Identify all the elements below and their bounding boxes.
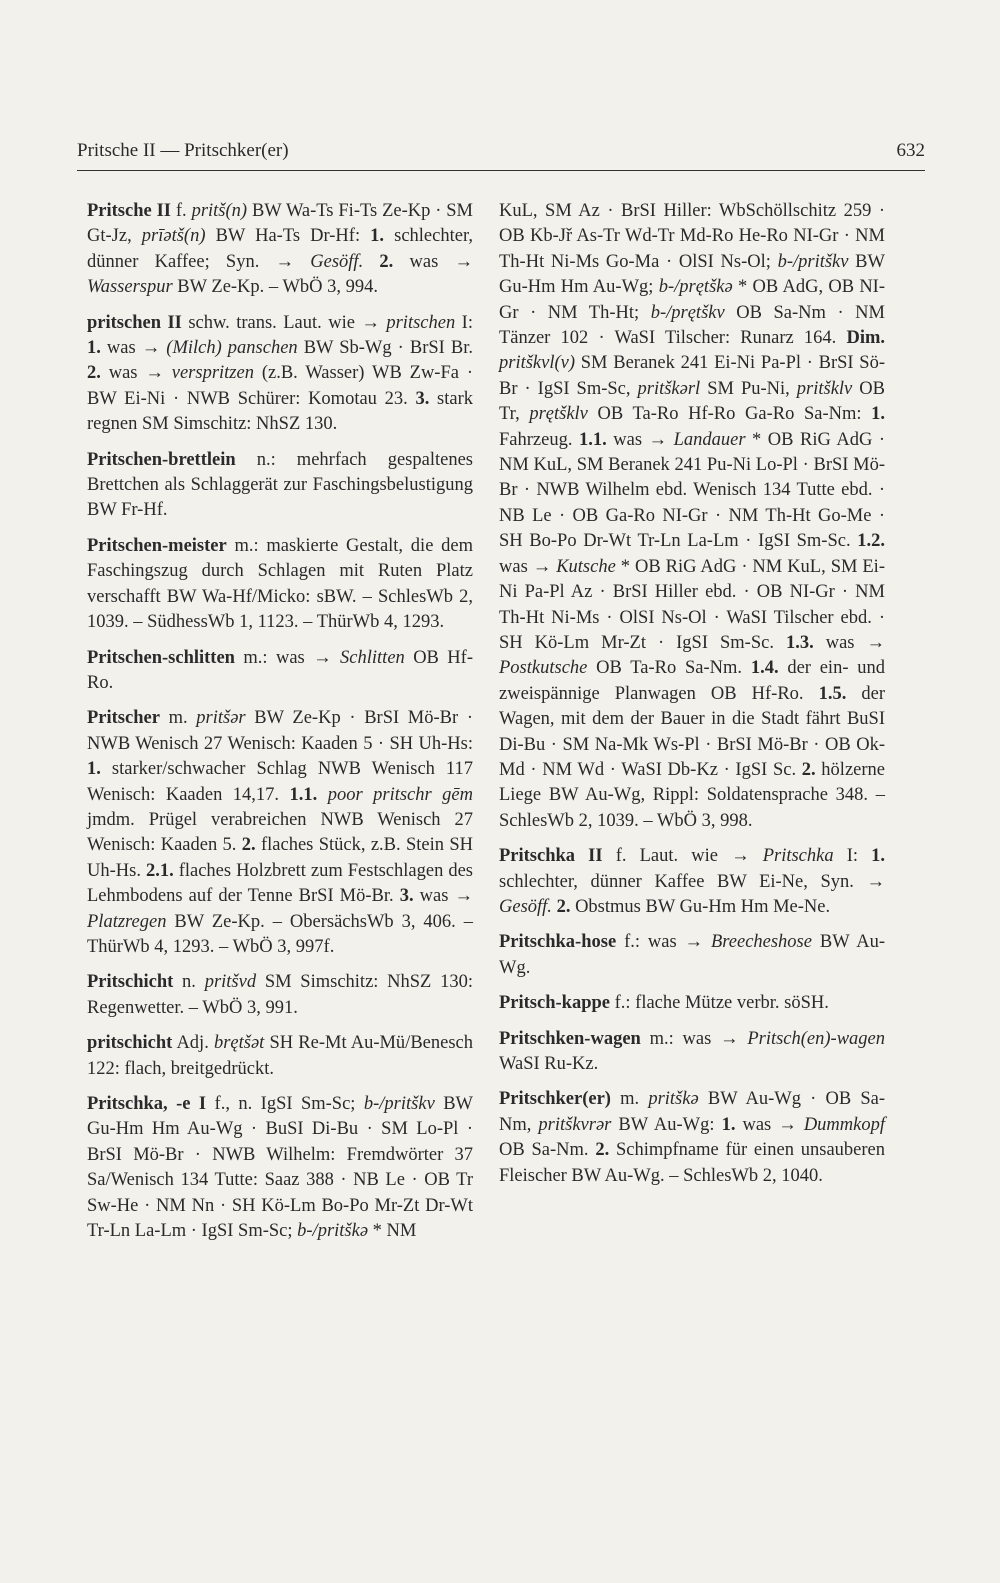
entry-body: n.: mehrfach gespaltenes Brettchen als Schlaggerät zur Faschingsbelustigung BW Fr-Hf. [87, 449, 473, 521]
entry-body: m. pritšər BW Ze-Kp · BrSI Mö-Br · NWB Wenisch 27 Wenisch: Kaaden 5 · SH Uh-Hs: 1. starker/schwacher Schlag NWB Wenisch 117 Wenisch: Kaaden 14,17. 1.1. poor pritschr gēm jmdm. Prügel verabreichen NWB Wenisch 27 Wenisch: Kaaden 5. 2. flaches Stück, z.B. Stein SH Uh-Hs. 2.1. flaches Holzbrett zum Festschlagen des Lehmbodens auf der Tenne BrSI Mö-Br. 3. was → Platzregen BW Ze-Kp. – ObersächsWb 3, 406. – ThürWb 4, 1293. – WbÖ 3, 997f. [87, 708, 473, 957]
running-title: Pritsche II — Pritschker(er) [77, 140, 289, 161]
left-column [87, 199, 473, 1254]
dictionary-entry [87, 706, 473, 960]
dictionary-entry [87, 1092, 473, 1244]
entry-headword: Pritschen-brettlein [87, 449, 236, 470]
dictionary-entry [499, 199, 885, 834]
dictionary-entry [87, 199, 473, 301]
entry-headword: Pritschken-wagen [499, 1028, 641, 1049]
right-column [499, 199, 885, 1199]
entry-headword: Pritschka II [499, 846, 603, 867]
dictionary-entry [499, 844, 885, 920]
entry-body: f. pritš(n) BW Wa-Ts Fi-Ts Ze-Kp · SM Gt-Jz, prīətš(n) BW Ha-Ts Dr-Hf: 1. schlechter, dünner Kaffee; Syn. → Gesöff. 2. was → Wasserspur BW Ze-Kp. – WbÖ 3, 994. [87, 201, 474, 298]
page-number: 632 [896, 140, 925, 161]
dictionary-entry [87, 311, 473, 438]
dictionary-entry [499, 930, 885, 981]
entry-body: schw. trans. Laut. wie → pritschen I: 1. was → (Milch) panschen BW Sb-Wg · BrSI Br. 2. was → verspritzen (z.B. Wasser) WB Zw-Fa · BW Ei-Ni · NWB Schürer: Komotau 23. 3. stark regnen SM Simschitz: NhSZ 130. [87, 312, 473, 435]
entry-body: f., n. IgSI Sm-Sc; b-/pritškv BW Gu-Hm Hm Au-Wg · BuSI Di-Bu · SM Lo-Pl · BrSI Mö-Br · NWB Wilhelm: Fremdwörter 37 Sa/Wenisch 134 Tutte: Saaz 388 · NB Le · OB Tr Sw-He · NM Nn · SH Kö-Lm Bo-Po Mr-Zt Dr-Wt Tr-Ln La-Lm · IgSI Sm-Sc; b-/pritškə * NM [87, 1094, 474, 1242]
entry-body: Adj. brętšət SH Re-Mt Au-Mü/Benesch 122: flach, breitgedrückt. [87, 1033, 473, 1079]
dictionary-entry [499, 1027, 885, 1078]
entry-headword: Pritsch-kappe [499, 993, 610, 1014]
header-rule [77, 170, 925, 171]
dictionary-entry [87, 970, 473, 1021]
dictionary-entry [499, 991, 885, 1016]
page-header [77, 140, 925, 170]
entry-headword: Pritscher [87, 708, 160, 729]
dictionary-entry [87, 1031, 473, 1082]
entry-body: m.: was → Schlitten OB Hf-Ro. [87, 647, 473, 693]
entry-headword: Pritschka, -e I [87, 1094, 207, 1114]
entry-headword: Pritsche II [87, 201, 172, 221]
entry-headword: Pritschicht [87, 972, 174, 993]
dictionary-entry [87, 534, 473, 636]
entry-headword: pritschen II [87, 312, 182, 333]
entry-headword: Pritschka-hose [499, 932, 617, 953]
entry-headword: Pritschker(er) [499, 1089, 611, 1110]
entry-body: n. pritšvd SM Simschitz: NhSZ 130: Regenwetter. – WbÖ 3, 991. [87, 972, 473, 1018]
entry-body: m. pritškə BW Au-Wg · OB Sa-Nm, pritškvrər BW Au-Wg: 1. was → Dummkopf OB Sa-Nm. 2. Schimpfname für einen unsauberen Fleischer BW Au-Wg. – SchlesWb 2, 1040. [499, 1089, 885, 1186]
entry-headword: pritschicht [87, 1033, 173, 1054]
entry-headword: Pritschen-schlitten [87, 647, 235, 668]
entry-body: f.: was → Breecheshose BW Au-Wg. [499, 932, 885, 978]
dictionary-entry [87, 448, 473, 524]
dictionary-entry [499, 1087, 885, 1189]
entry-body: KuL, SM Az · BrSI Hiller: WbSchöllschitz 259 · OB Kb-Jř As-Tr Wd-Tr Md-Ro He-Ro NI-Gr · NM Th-Ht Ni-Ms Go-Ma · OlSI Ns-Ol; b-/pritškv BW Gu-Hm Hm Au-Wg; b-/prętškə * OB AdG, OB NI-Gr · NM Th-Ht; b-/prętškv OB Sa-Nm · NM Tänzer 102 · WaSI Tilscher: Runarz 164. Dim. pritškvl(v) SM Beranek 241 Ei-Ni Pa-Pl · BrSI Sö-Br · IgSI Sm-Sc, pritškərl SM Pu-Ni, pritšklv OB Tr, prętšklv OB Ta-Ro Hf-Ro Ga-Ro Sa-Nm: 1. Fahrzeug. 1.1. was → Landauer * OB RiG AdG · NM KuL, SM Beranek 241 Pu-Ni Lo-Pl · BrSI Mö-Br · NWB Wilhelm ebd. Wenisch 134 Tutte ebd. · NB Le · OB Ga-Ro NI-Gr · NM Th-Ht Go-Me · SH Bo-Po Dr-Wt Tr-Ln La-Lm · IgSI Sm-Sc. 1.2. was → Kutsche * OB RiG AdG · NM KuL, SM Ei-Ni Pa-Pl Az · BrSI Hiller ebd. · OB NI-Gr · NM Th-Ht Ni-Ms · OlSI Ns-Ol · WaSI Tilscher ebd. · SH Kö-Lm Mr-Zt · IgSI Sm-Sc. 1.3. was → Postkutsche OB Ta-Ro Sa-Nm. 1.4. der ein- und zweispännige Planwagen OB Hf-Ro. 1.5. der Wagen, mit dem der Bauer in die Stadt fährt BuSI Di-Bu · SM Na-Mk Ws-Pl · BrSI Mö-Br · OB Ok-Md · NM Wd · WaSI Db-Kz · IgSI Sc. 2. hölzerne Liege BW Au-Wg, Rippl: Soldatensprache 348. – SchlesWb 2, 1039. – WbÖ 3, 998. [499, 201, 886, 831]
entry-body: f. Laut. wie → Pritschka I: 1. schlechter, dünner Kaffee BW Ei-Ne, Syn. → Gesöff. 2. Obstmus BW Gu-Hm Hm Me-Ne. [499, 846, 885, 917]
entry-body: m.: maskierte Gestalt, die dem Faschingszug durch Schlagen mit Ruten Platz verschafft BW Wa-Hf/Micko: sBW. – SchlesWb 2, 1039. – SüdhessWb 1, 1123. – ThürWb 4, 1293. [87, 535, 473, 633]
entry-body: f.: flache Mütze verbr. söSH. [610, 993, 829, 1014]
entry-headword: Pritschen-meister [87, 535, 227, 556]
dictionary-entry [87, 646, 473, 697]
entry-body: m.: was → Pritsch(en)-wagen WaSI Ru-Kz. [499, 1028, 885, 1074]
